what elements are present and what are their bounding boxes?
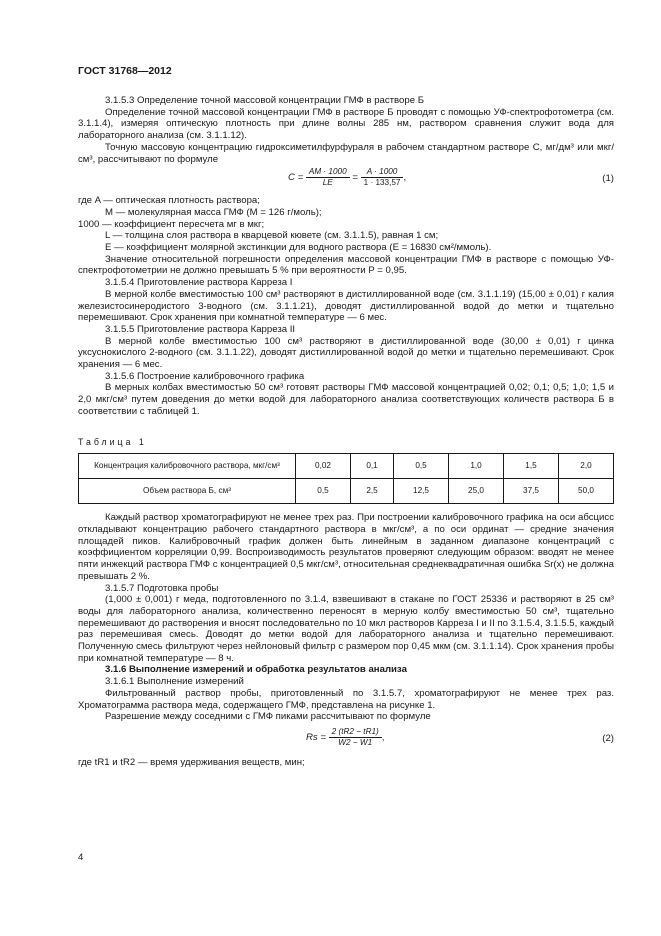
page-body (78, 95, 614, 769)
table-cell: 37,5 (504, 479, 559, 504)
where-e: E — коэффициент молярной экстинкции для водного раствора (E = 16830 см²/ммоль). (105, 242, 492, 254)
section-316-title: 3.1.6 Выполнение измерений и обработка результатов анализа (105, 664, 407, 676)
formula-1-equals: = (352, 172, 358, 184)
formula-2-fraction (329, 727, 382, 748)
section-3155-paragraph: В мерной колбе вместимостью 100 см³ растворяют в дистиллированной воде (30,00 ± 0,01) г цинка уксуснокислого 2-водного (см. 3.1.1.22), доводят дистиллированной водой до метки и тщательно перемешивают. Срок хранения — 6 мес. (78, 335, 614, 371)
formula-1-fraction-1 (306, 167, 350, 188)
formula-2 (78, 723, 614, 757)
section-3154-title: 3.1.5.4 Приготовление раствора Карреза I (105, 277, 293, 289)
section-3153-paragraph-2: Точную массовую концентрацию гидроксиметилфурфураля в рабочем стандартном растворе С, мг/дм³ или мкг/см³, рассчитывают по формуле (78, 141, 614, 165)
formula-1 (78, 165, 614, 195)
formula-1-numerator-2: A · 1000 (361, 167, 404, 178)
formula-1-comma: , (403, 172, 407, 184)
section-3161-paragraph-2: Разрешение между соседними с ГМФ пиками рассчитывают по формуле (105, 711, 431, 723)
table-cell: 0,5 (296, 479, 351, 504)
table-row (79, 454, 614, 479)
formula-1-fraction-2 (361, 167, 407, 188)
formula-2-number: (2) (602, 732, 614, 744)
formula-1-lhs: C = (288, 172, 304, 184)
formula-2-denominator: W2 − W1 (338, 737, 373, 747)
formula-1-denominator-2: 1 · 133,57 (363, 178, 401, 188)
after-table-paragraph: Каждый раствор хроматографируют не менее трех раз. При построении калибровочного графика на оси абсцисс откладывают концентрацию рабочего стандартного раствора в мкг/см³, а по оси ординат — средние значения площадей пиков. Калибровочный график должен быть линейным в заданном диапазоне концентраций с коэффициентом корреляции 0,99. Воспроизводимость результатов проверяют следующим образом: вводят не менее пяти инжекций раствора ГМФ с концентрацией 0,5 мкг/см³, относительная среднеквадратичная ошибка Sr(x) не должна превышать 2 %. (78, 512, 614, 582)
section-3161-paragraph-1: Фильтрованный раствор пробы, приготовленный по 3.1.5.7, хроматографируют не менее трех раз. Хроматограмма раствора меда, содержащего ГМФ, представлена на рисунке 1. (78, 687, 614, 711)
table-1 (78, 453, 614, 504)
table-1-caption: Таблица 1 (78, 436, 147, 447)
error-paragraph: Значение относительной погрешности определения массовой концентрации ГМФ в растворе с помощью УФ-спектрофотометрии не должно превышать 5 % при вероятности P = 0,95. (78, 253, 614, 277)
section-3157-title: 3.1.5.7 Подготовка пробы (105, 582, 219, 594)
table-cell: 2,0 (558, 454, 613, 479)
table-row-label: Объем раствора Б, см³ (79, 479, 296, 504)
where-a: где A — оптическая плотность раствора; (78, 195, 260, 207)
formula-1-numerator-1: AM · 1000 (306, 167, 350, 178)
where-1000: 1000 — коэффициент пересчета мг в мкг; (78, 218, 265, 230)
formula-2-numerator: 2 (tR2 − tR1) (329, 727, 382, 738)
where-m: M — молекулярная масса ГМФ (M = 126 г/моль); (105, 206, 322, 218)
section-3153-paragraph-1: Определение точной массовой концентрации ГМФ в растворе Б проводят с помощью УФ-спектрофотометра (см. 3.1.1.4), измеряя оптическую плотность при длине волны 285 нм, раствором сравнения служит вода для лабораторного анализа (см. 3.1.1.12). (78, 106, 614, 142)
table-cell: 0,1 (350, 454, 393, 479)
formula-1-denominator-1: LE (322, 178, 333, 188)
table-cell: 2,5 (350, 479, 393, 504)
document-header: ГОСТ 31768—2012 (78, 65, 172, 77)
where-tr: где tR1 и tR2 — время удерживания веществ, мин; (78, 756, 305, 768)
section-3161-title: 3.1.6.1 Выполнение измерений (105, 676, 244, 688)
section-3154-paragraph: В мерной колбе вместимостью 100 см³ растворяют в дистиллированной воде (см. 3.1.1.19) (15,00 ± 0,01) г калия железистосинеродистого 3-водного (см. 3.1.1.21), доводят дистиллированной водой до метки и тщательно перемешивают. Срок хранения при комнатной температуре — 6 мес. (78, 288, 614, 324)
where-l: L — толщина слоя раствора в кварцевой кювете (см. 3.1.1.5), равная 1 см; (105, 230, 439, 242)
table-row (79, 479, 614, 504)
section-3156-paragraph: В мерных колбах вместимостью 50 см³ готовят растворы ГМФ массовой концентрацией 0,02; 0,1; 0,5; 1,0; 1,5 и 2,0 мкг/см³ путем доведения до метки водой для лабораторного анализа соответствующих количеств раствора Б в соответствии с таблицей 1. (78, 382, 614, 417)
section-3156-title: 3.1.5.6 Построение калибровочного графика (105, 370, 305, 382)
section-3157-paragraph: (1,000 ± 0,001) г меда, подготовленного по 3.1.4, взвешивают в стакане по ГОСТ 25336 и растворяют в 25 см³ воды для лабораторного анализа, количественно переносят в мерную колбу вместимостью 50 см³, тщательно перемешивают до растворения и вносят последовательно по 10 мкл растворов Карреза I и II по 3.1.5.4, 3.1.5.5, каждый раз перемешивая смесь. Доводят до метки водой для лабораторного анализа и тщательно перемешивают. Полученную смесь фильтруют через нейлоновый фильтр с размером пор 0,45 мкм (см. 3.1.1.14). Срок хранения пробы при комнатной температуре — 8 ч. (78, 594, 614, 664)
table-cell: 1,5 (504, 454, 559, 479)
page-number: 4 (78, 852, 84, 863)
table-cell: 25,0 (449, 479, 504, 504)
table-row-label: Концентрация калибровочного раствора, мкг/см³ (79, 454, 296, 479)
formula-2-comma: , (381, 731, 385, 743)
formula-2-lhs: Rs = (306, 731, 326, 743)
table-cell: 1,0 (449, 454, 504, 479)
formula-1-number: (1) (602, 173, 614, 185)
table-cell: 50,0 (558, 479, 613, 504)
table-cell: 0,02 (296, 454, 351, 479)
section-3155-title: 3.1.5.5 Приготовление раствора Карреза II (105, 323, 296, 335)
section-3153-title: 3.1.5.3 Определение точной массовой концентрации ГМФ в растворе Б (105, 95, 425, 106)
table-cell: 12,5 (394, 479, 449, 504)
table-cell: 0,5 (394, 454, 449, 479)
